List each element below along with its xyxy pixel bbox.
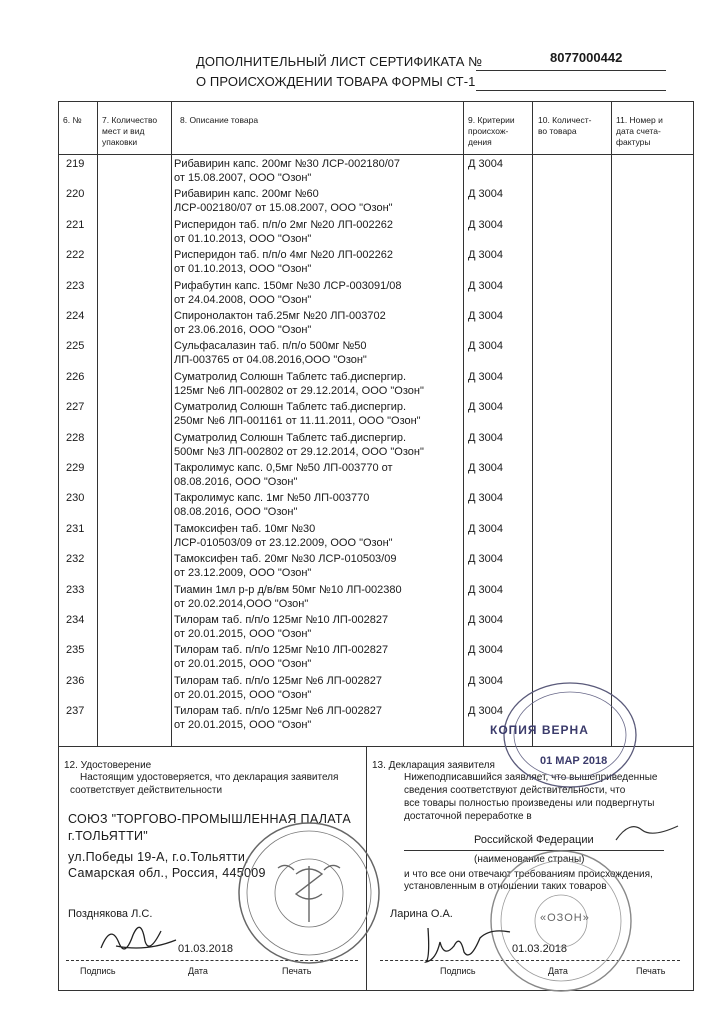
row-number: 232 (66, 553, 85, 566)
row-number: 234 (66, 614, 85, 626)
table-row (58, 307, 694, 338)
table-row (58, 520, 694, 551)
col-header-number: 6. № (63, 115, 82, 125)
certificate-number: 8077000442 (550, 50, 623, 65)
cert-number-underline (476, 70, 666, 71)
row-description (174, 491, 464, 519)
row-description-line-2: от 23.12.2009, ООО "Озон" (174, 567, 312, 580)
row-description (174, 613, 464, 641)
col-header-quantity: 10. Количест-во товара (538, 115, 592, 136)
row-description (174, 339, 464, 367)
row-number: 223 (66, 279, 85, 292)
section-12-text-2: соответствует действительности (70, 785, 223, 796)
table-row (58, 550, 694, 581)
row-description (174, 309, 464, 337)
ozon-seal-text: «ОЗОН» (540, 912, 590, 924)
row-description-line-1: Суматролид Солюшн Таблетс таб.диспергир. (174, 401, 407, 414)
copy-verified-date: 01 МАР 2018 (540, 755, 608, 767)
title-line-2: О ПРОИСХОЖДЕНИИ ТОВАРА ФОРМЫ СТ-1 (196, 74, 476, 89)
table-row (58, 581, 694, 612)
initials-mark (612, 818, 682, 846)
row-description (174, 370, 464, 398)
row-number: 230 (66, 492, 85, 505)
row-description (174, 187, 464, 215)
row-description-line-2: от 20.02.2014,ООО "Озон" (174, 597, 309, 610)
section-13-label-sign: Подпись (440, 966, 476, 976)
row-number: 227 (66, 401, 85, 414)
row-description-line-1: Тилорам таб. п/п/о 125мг №10 ЛП-002827 (174, 614, 389, 626)
row-description (174, 461, 464, 489)
section-13-text-6: установленным в отношении таких товаров (404, 881, 607, 892)
row-number: 233 (66, 583, 85, 596)
row-number: 222 (66, 249, 85, 262)
country-of-origin: Российской Федерации (474, 834, 594, 846)
row-description-line-2: от 01.10.2013, ООО "Озон" (174, 263, 312, 276)
row-number: 220 (66, 188, 85, 201)
col-header-criteria: 9. Критерии происхож-дения (468, 115, 515, 147)
row-description (174, 552, 464, 580)
table-row (58, 216, 694, 247)
col-header-invoice: 11. Номер и дата счета-фактуры (616, 115, 663, 147)
row-description-line-2: ЛСР-002180/07 от 15.08.2007, ООО "Озон" (174, 202, 393, 215)
copy-verified-stamp: КОПИЯ ВЕРНА (490, 723, 589, 737)
row-origin-criterion: Д 3004 (468, 188, 503, 201)
row-origin-criterion: Д 3004 (468, 340, 503, 353)
row-description (174, 157, 464, 185)
row-origin-criterion: Д 3004 (468, 644, 503, 657)
row-description (174, 431, 464, 459)
row-number: 231 (66, 522, 85, 535)
row-description (174, 248, 464, 276)
row-number: 228 (66, 431, 85, 444)
row-description-line-1: Тилорам таб. п/п/о 125мг №10 ЛП-002827 (174, 644, 389, 657)
row-origin-criterion: Д 3004 (468, 370, 503, 383)
section-13-text-3: все товары полностью произведены или подвергнуты (404, 798, 655, 809)
table-row (58, 277, 694, 308)
row-description-line-2: от 20.01.2015, ООО "Озон" (174, 688, 312, 701)
row-description-line-1: Тамоксифен таб. 20мг №30 ЛСР-010503/09 (174, 553, 397, 566)
row-description (174, 583, 464, 611)
row-description-line-1: Рисперидон таб. п/п/о 4мг №20 ЛП-002262 (174, 249, 393, 262)
table-row (58, 246, 694, 277)
table-row (58, 611, 694, 642)
signature-declarant (420, 918, 520, 968)
section-12-title: 12. Удостоверение (64, 760, 152, 771)
row-description-line-1: Рифабутин капс. 150мг №30 ЛСР-003091/08 (174, 279, 402, 292)
row-description-line-1: Спиронолактон таб.25мг №20 ЛП-003702 (174, 310, 386, 322)
country-label: (наименование страны) (474, 854, 585, 865)
row-description (174, 643, 464, 671)
row-description (174, 674, 464, 702)
section-12-label-seal: Печать (282, 966, 312, 976)
row-description-line-1: Тиамин 1мл р-р д/в/вм 50мг №10 ЛП-002380 (174, 583, 402, 596)
row-description-line-2: 250мг №6 ЛП-001161 от 11.11.2011, ООО "Озон" (174, 415, 421, 428)
row-description-line-1: Тилорам таб. п/п/о 125мг №6 ЛП-002827 (174, 705, 382, 718)
table-row (58, 429, 694, 460)
chamber-address-1: ул.Победы 19-А, г.о.Тольятти, (68, 850, 249, 864)
row-number: 229 (66, 462, 85, 474)
row-description-line-2: 08.08.2016, ООО "Озон" (174, 506, 298, 519)
row-description-line-2: от 24.04.2008, ООО "Озон" (174, 293, 312, 306)
row-description-line-2: от 23.06.2016, ООО "Озон" (174, 324, 312, 336)
row-origin-criterion: Д 3004 (468, 249, 503, 262)
col-header-description: 8. Описание товара (180, 115, 259, 125)
row-number: 224 (66, 310, 85, 322)
section-12-text-1: Настоящим удостоверяется, что декларация заявителя (80, 772, 339, 783)
row-description-line-1: Такролимус капс. 1мг №50 ЛП-003770 (174, 492, 370, 505)
row-description-line-1: Сульфасалазин таб. п/п/о 500мг №50 (174, 340, 367, 353)
row-origin-criterion: Д 3004 (468, 462, 503, 474)
col-header-packages: 7. Количество мест и вид упаковки (102, 115, 158, 147)
title-line-1: ДОПОЛНИТЕЛЬНЫЙ ЛИСТ СЕРТИФИКАТА № (196, 54, 483, 69)
row-origin-criterion: Д 3004 (468, 583, 503, 596)
chamber-address-2: Самарская обл., Россия, 445009 (68, 866, 266, 880)
row-description-line-2: 08.08.2016, ООО "Озон" (174, 476, 298, 488)
row-description-line-1: Суматролид Солюшн Таблетс таб.диспергир. (174, 370, 407, 383)
section-12-signer: Позднякова Л.С. (68, 908, 153, 920)
row-origin-criterion: Д 3004 (468, 218, 503, 231)
row-number: 236 (66, 674, 85, 687)
table-row (58, 155, 694, 186)
section-12-label-date: Дата (188, 966, 208, 976)
row-description-line-2: 500мг №3 ЛП-002802 от 29.12.2014, ООО "Озон" (174, 445, 424, 458)
row-number: 226 (66, 370, 85, 383)
section-13-text-4: достаточной переработке в (404, 811, 532, 822)
row-description-line-1: Рисперидон таб. п/п/о 2мг №20 ЛП-002262 (174, 218, 393, 231)
section-13-text-5: и что все они отвечают требованиям происхождения, (404, 869, 653, 880)
row-number: 219 (66, 158, 85, 170)
table-row (58, 459, 694, 490)
table-row (58, 337, 694, 368)
row-number: 221 (66, 218, 85, 231)
row-description (174, 704, 464, 732)
row-description (174, 400, 464, 428)
row-origin-criterion: Д 3004 (468, 492, 503, 505)
signature-chamber (96, 918, 186, 968)
row-description-line-2: от 20.01.2015, ООО "Озон" (174, 628, 312, 640)
row-description-line-1: Тамоксифен таб. 10мг №30 (174, 522, 316, 535)
chamber-name-1: СОЮЗ "ТОРГОВО-ПРОМЫШЛЕННАЯ ПАЛАТА (68, 812, 352, 826)
section-12-label-sign: Подпись (80, 966, 116, 976)
row-description-line-1: Рибавирин капс. 200мг №30 ЛСР-002180/07 (174, 158, 401, 170)
row-description-line-1: Тилорам таб. п/п/о 125мг №6 ЛП-002827 (174, 674, 382, 687)
chamber-name-2: г.ТОЛЬЯТТИ" (68, 829, 149, 843)
section-13-text-2: сведения соответствуют действительности, что (404, 785, 626, 796)
row-origin-criterion: Д 3004 (468, 431, 503, 444)
row-origin-criterion: Д 3004 (468, 614, 503, 626)
row-origin-criterion: Д 3004 (468, 310, 503, 322)
row-number: 235 (66, 644, 85, 657)
row-description-line-1: Рибавирин капс. 200мг №60 (174, 188, 319, 201)
table-row (58, 368, 694, 399)
table-row (58, 185, 694, 216)
row-description (174, 218, 464, 246)
row-origin-criterion: Д 3004 (468, 158, 503, 170)
section-13-label-seal: Печать (636, 966, 666, 976)
row-number: 237 (66, 705, 85, 718)
row-description-line-2: ЛП-003765 от 04.08.2016,ООО "Озон" (174, 354, 367, 367)
table-row (58, 398, 694, 429)
chamber-seal (234, 818, 384, 968)
row-number: 225 (66, 340, 85, 353)
row-description-line-2: от 20.01.2015, ООО "Озон" (174, 719, 312, 732)
table-row (58, 641, 694, 672)
section-13-signer: Ларина О.А. (390, 908, 453, 920)
row-description-line-1: Суматролид Солюшн Таблетс таб.диспергир. (174, 431, 407, 444)
row-description-line-2: от 01.10.2013, ООО "Озон" (174, 232, 312, 245)
row-origin-criterion: Д 3004 (468, 279, 503, 292)
section-12-date: 01.03.2018 (178, 943, 234, 955)
row-description-line-2: ЛСР-010503/09 от 23.12.2009, ООО "Озон" (174, 536, 393, 549)
row-description-line-1: Такролимус капс. 0,5мг №50 ЛП-003770 от (174, 462, 393, 474)
row-description (174, 522, 464, 550)
row-origin-criterion: Д 3004 (468, 401, 503, 414)
row-origin-criterion: Д 3004 (468, 674, 503, 687)
row-description-line-2: 125мг №6 ЛП-002802 от 29.12.2014, ООО "Озон" (174, 384, 424, 397)
section-13-text-1: Нижеподписавшийся заявляет, что вышеприведенные (404, 772, 658, 783)
row-origin-criterion: Д 3004 (468, 553, 503, 566)
row-origin-criterion: Д 3004 (468, 522, 503, 535)
row-origin-criterion: Д 3004 (468, 705, 503, 718)
section-13-label-date: Дата (548, 966, 568, 976)
row-description-line-2: от 20.01.2015, ООО "Озон" (174, 658, 312, 671)
table-row (58, 489, 694, 520)
row-description-line-2: от 15.08.2007, ООО "Озон" (174, 172, 312, 184)
section-13-date: 01.03.2018 (512, 943, 568, 955)
section-13-title: 13. Декларация заявителя (372, 760, 495, 771)
row-description (174, 279, 464, 307)
title-line-2-underline (476, 90, 666, 91)
